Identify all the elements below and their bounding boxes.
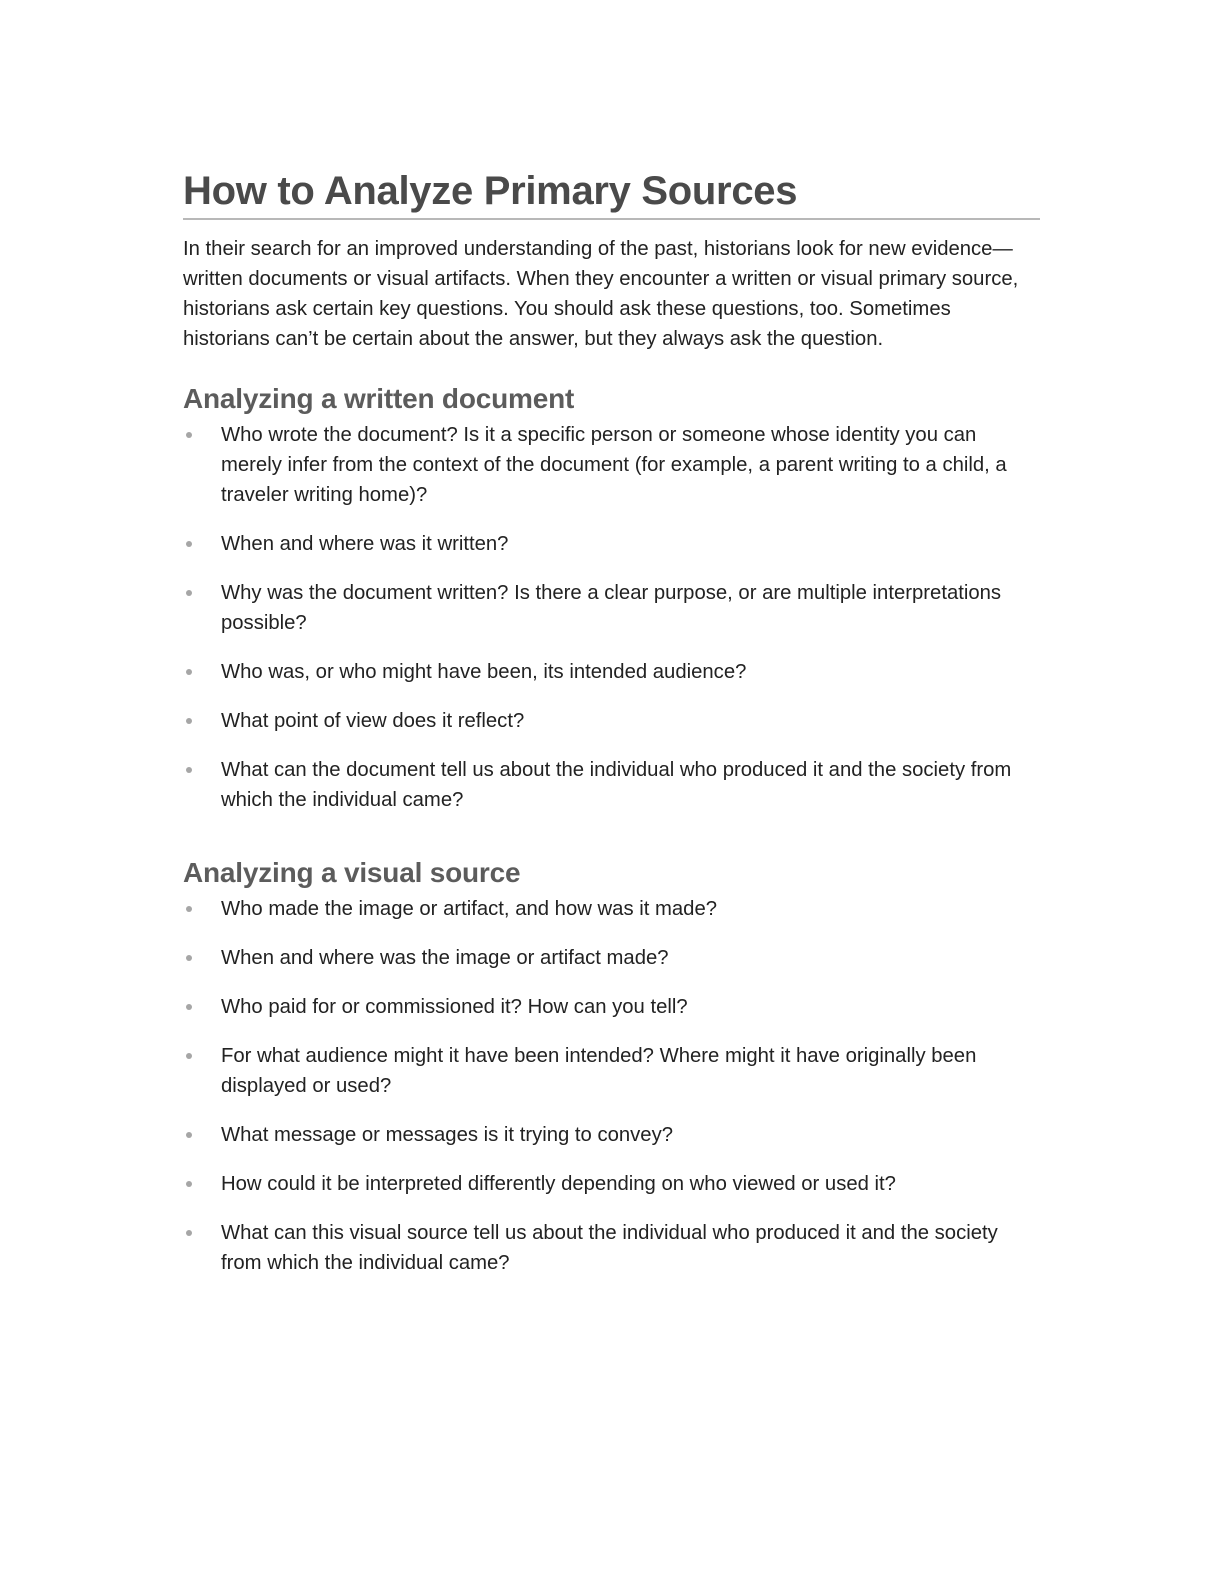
- list-item: [183, 657, 1040, 687]
- list-item-text: What can this visual source tell us about the individual who produced it and the society from which the individual came?: [221, 1222, 998, 1274]
- bullet-icon: [186, 541, 192, 547]
- list-item-text: What message or messages is it trying to convey?: [221, 1124, 674, 1146]
- list-item: [183, 943, 1040, 973]
- intro-paragraph: In their search for an improved understanding of the past, historians look for new evidence—written documents or visual artifacts. When they encounter a written or visual primary source, historians ask certain key questions. You should ask these questions, too. Sometimes historians can’t be certain about the answer, but they always ask the question.: [183, 238, 1019, 350]
- bullet-icon: [186, 1132, 192, 1138]
- bullet-icon: [186, 906, 192, 912]
- bullet-icon: [186, 767, 192, 773]
- section-heading-written: Analyzing a written document: [183, 383, 575, 414]
- list-item: [183, 894, 1040, 924]
- bullet-icon: [186, 1181, 192, 1187]
- list-item-text: Who was, or who might have been, its intended audience?: [221, 661, 747, 683]
- document-page: [183, 166, 1040, 1278]
- list-item: [183, 1169, 1040, 1199]
- list-item: [183, 992, 1040, 1022]
- list-item: [183, 1218, 1040, 1278]
- list-item: [183, 706, 1040, 736]
- bullet-icon: [186, 590, 192, 596]
- list-item: [183, 755, 1040, 815]
- list-item-text: For what audience might it have been intended? Where might it have originally been displayed or used?: [221, 1045, 977, 1097]
- bullet-icon: [186, 1053, 192, 1059]
- bullet-icon: [186, 1230, 192, 1236]
- list-item: [183, 1041, 1040, 1101]
- list-item-text: What point of view does it reflect?: [221, 710, 525, 732]
- visual-questions-list: [183, 894, 1040, 1278]
- list-item-text: Who paid for or commissioned it? How can you tell?: [221, 996, 688, 1018]
- list-item-text: What can the document tell us about the individual who produced it and the society from which the individual came?: [221, 759, 1012, 811]
- list-item-text: Who made the image or artifact, and how was it made?: [221, 898, 718, 920]
- bullet-icon: [186, 1004, 192, 1010]
- bullet-icon: [186, 669, 192, 675]
- list-item: [183, 578, 1040, 638]
- page-title: How to Analyze Primary Sources: [183, 166, 1040, 220]
- bullet-icon: [186, 718, 192, 724]
- list-item: [183, 529, 1040, 559]
- list-item-text: How could it be interpreted differently depending on who viewed or used it?: [221, 1173, 896, 1195]
- bullet-icon: [186, 432, 192, 438]
- section-heading-visual: Analyzing a visual source: [183, 857, 521, 888]
- bullet-icon: [186, 955, 192, 961]
- list-item: [183, 1120, 1040, 1150]
- list-item-text: Why was the document written? Is there a clear purpose, or are multiple interpretations possible?: [221, 582, 1002, 634]
- list-item: [183, 420, 1040, 510]
- list-item-text: When and where was it written?: [221, 533, 509, 555]
- list-item-text: Who wrote the document? Is it a specific person or someone whose identity you can merely infer from the context of the document (for example, a parent writing to a child, a traveler writing home)?: [221, 424, 1007, 506]
- written-questions-list: [183, 420, 1040, 815]
- list-item-text: When and where was the image or artifact made?: [221, 947, 669, 969]
